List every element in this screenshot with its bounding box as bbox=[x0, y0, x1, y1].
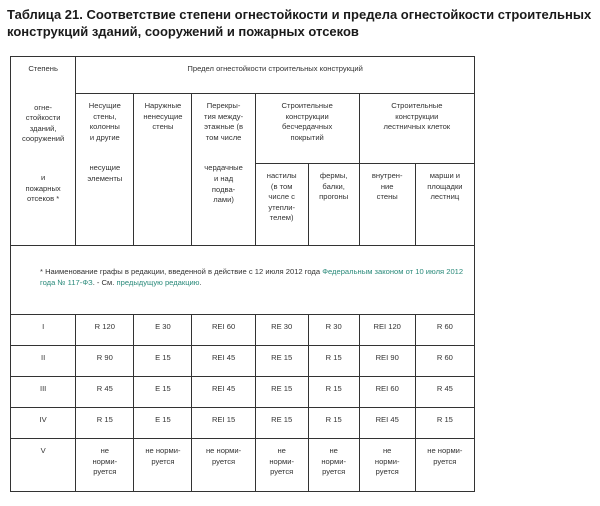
header-stair-walls: внутрен- ние стены bbox=[359, 164, 415, 246]
value-cell: R 45 bbox=[415, 377, 474, 408]
value-cell: RE 15 bbox=[255, 408, 308, 439]
footnote-text: * Наименование графы в редакции, введенной в действие с 12 июля 2012 года bbox=[40, 267, 321, 276]
value-cell: E 15 bbox=[134, 408, 192, 439]
value-cell: R 60 bbox=[415, 315, 474, 346]
value-cell: R 15 bbox=[308, 377, 359, 408]
header-roof-trusses: фермы, балки, прогоны bbox=[308, 164, 359, 246]
degree-cell: III bbox=[11, 377, 76, 408]
footnote-row: * Наименование графы в редакции, введенной в действие с 12 июля 2012 года Федеральным законом от 10 июля 2012 года № 117-ФЗ. - См. предыдущую редакцию. bbox=[11, 246, 475, 315]
value-cell: REI 90 bbox=[359, 346, 415, 377]
header-roof-structures: Строительные конструкции бесчердачных покрытий bbox=[255, 94, 359, 164]
value-cell: E 15 bbox=[134, 346, 192, 377]
federal-law-link[interactable]: Федеральным законом от 10 июля 2012 года № 117-ФЗ bbox=[40, 267, 464, 287]
value-cell: REI 120 bbox=[359, 315, 415, 346]
table-row bbox=[11, 315, 475, 346]
table-row bbox=[11, 377, 475, 408]
value-cell: не норми- руется bbox=[255, 439, 308, 492]
value-cell: не норми- руется bbox=[415, 439, 474, 492]
value-cell: RE 30 bbox=[255, 315, 308, 346]
value-cell: не норми- руется bbox=[359, 439, 415, 492]
value-cell: REI 60 bbox=[192, 315, 255, 346]
table-row bbox=[11, 346, 475, 377]
value-cell: R 90 bbox=[76, 346, 134, 377]
table-title: Таблица 21. Соответствие степени огнестойкости и предела огнестойкости строительных конструкций зданий, сооружений и пожарных отсеков bbox=[7, 7, 592, 39]
value-cell: R 60 bbox=[415, 346, 474, 377]
value-cell: R 30 bbox=[308, 315, 359, 346]
fire-resistance-table bbox=[10, 56, 475, 492]
header-degree: Степень огне- стойкости зданий, сооружений и пожарных отсеков * bbox=[11, 57, 76, 246]
value-cell: REI 45 bbox=[192, 346, 255, 377]
value-cell: не норми- руется bbox=[134, 439, 192, 492]
header-outer-walls: Наружные ненесущие стены bbox=[134, 94, 192, 246]
table-row bbox=[11, 439, 475, 492]
value-cell: не норми- руется bbox=[76, 439, 134, 492]
table-row bbox=[11, 408, 475, 439]
value-cell: REI 45 bbox=[192, 377, 255, 408]
value-cell: не норми- руется bbox=[308, 439, 359, 492]
value-cell: R 15 bbox=[76, 408, 134, 439]
value-cell: E 30 bbox=[134, 315, 192, 346]
degree-cell: IV bbox=[11, 408, 76, 439]
value-cell: RE 15 bbox=[255, 377, 308, 408]
degree-cell: I bbox=[11, 315, 76, 346]
value-cell: REI 60 bbox=[359, 377, 415, 408]
degree-cell: V bbox=[11, 439, 76, 492]
value-cell: R 15 bbox=[308, 346, 359, 377]
value-cell: не норми- руется bbox=[192, 439, 255, 492]
value-cell: RE 15 bbox=[255, 346, 308, 377]
header-stair-flights: марши и площадки лестниц bbox=[415, 164, 474, 246]
value-cell: R 45 bbox=[76, 377, 134, 408]
header-roof-decks: настилы (в том числе с утепли- телем) bbox=[255, 164, 308, 246]
header-bearing-elements: Несущие стены, колонны и другие несущие элементы bbox=[76, 94, 134, 246]
previous-edition-link[interactable]: предыдущую редакцию bbox=[116, 277, 200, 287]
value-cell: REI 15 bbox=[192, 408, 255, 439]
footnote-see: . - См. bbox=[92, 277, 115, 287]
value-cell: REI 45 bbox=[359, 408, 415, 439]
value-cell: R 120 bbox=[76, 315, 134, 346]
header-fire-limit-group: Предел огнестойкости строительных конструкций bbox=[76, 57, 475, 94]
header-floors: Перекры- тия между- этажные (в том числе чердачные и над подва- лами) bbox=[192, 94, 255, 246]
value-cell: E 15 bbox=[134, 377, 192, 408]
value-cell: R 15 bbox=[308, 408, 359, 439]
value-cell: R 15 bbox=[415, 408, 474, 439]
degree-cell: II bbox=[11, 346, 76, 377]
header-stair-structures: Строительные конструкции лестничных клеток bbox=[359, 94, 474, 164]
